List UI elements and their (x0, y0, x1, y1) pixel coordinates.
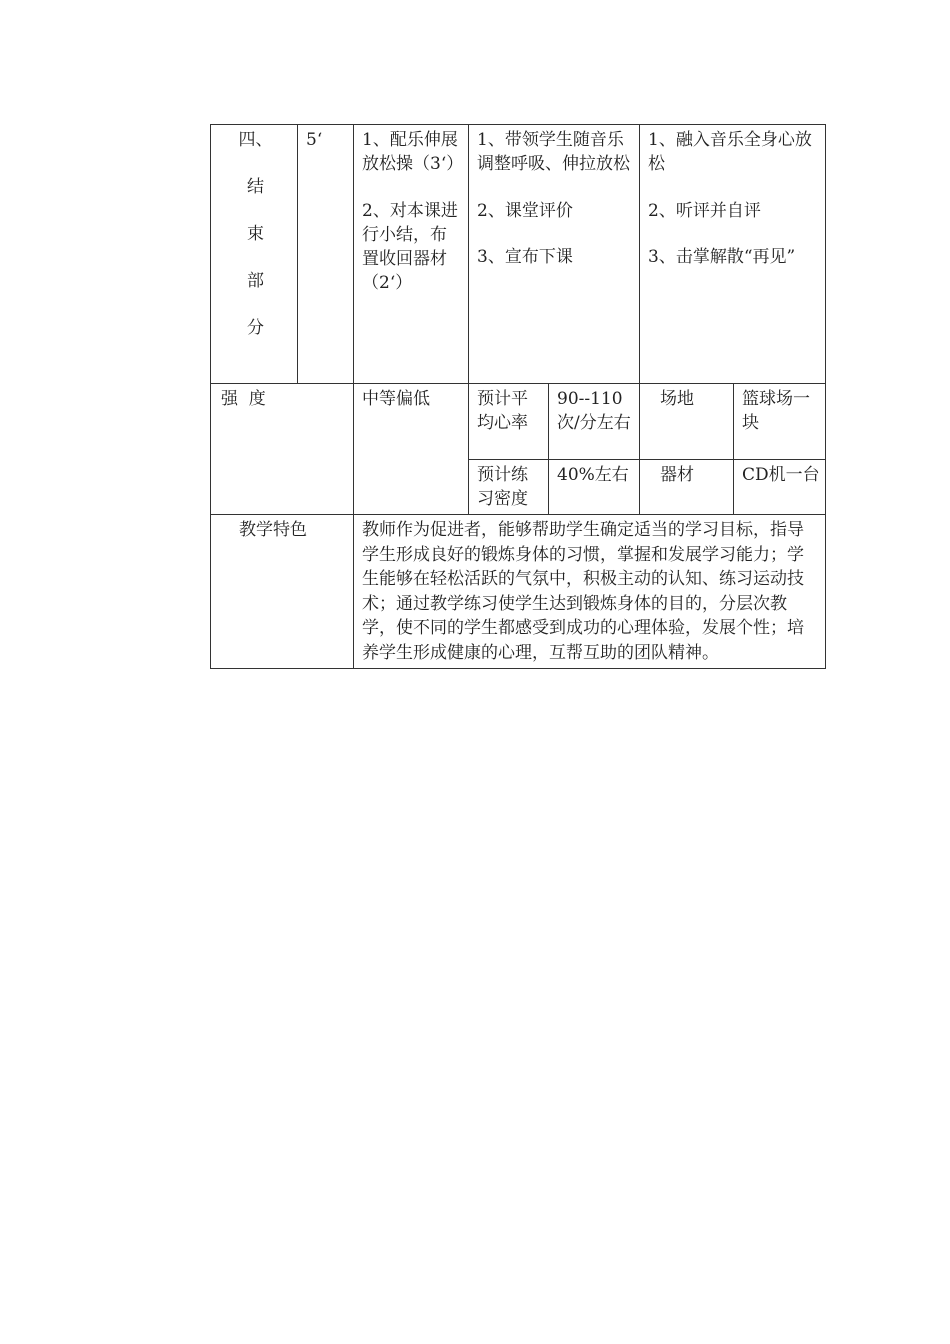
stage-time-cell (298, 125, 354, 384)
features-label: 教学特色 (239, 520, 307, 540)
ending-section-row (211, 125, 826, 384)
heart-rate-value-cell (549, 384, 640, 460)
stage-char: 四、 (238, 130, 273, 150)
intensity-value: 中等偏低 (362, 389, 430, 409)
features-text-cell (354, 515, 826, 669)
venue-label-cell (640, 384, 734, 460)
content-cell (354, 125, 469, 384)
density-value-cell (549, 460, 640, 515)
stage-char: 束 (247, 224, 264, 244)
equipment-value-cell (734, 460, 826, 515)
equipment-value: CD机一台 (742, 465, 820, 485)
teacher-item: 3、宣布下课 (477, 247, 573, 267)
stage-char: 分 (247, 318, 264, 338)
stage-char: 部 (247, 271, 264, 291)
intensity-row (211, 384, 826, 460)
intensity-value-cell (354, 384, 469, 515)
intensity-label-cell (211, 384, 354, 515)
student-item: 1、融入音乐全身心放松 (648, 130, 812, 174)
teacher-item: 2、课堂评价 (477, 201, 573, 221)
student-item: 2、听评并自评 (648, 201, 761, 221)
lesson-plan-table (210, 124, 826, 669)
stage-time: 5‘ (306, 130, 323, 150)
density-label-cell (469, 460, 549, 515)
content-item: 2、对本课进行小结，布置收回器材 （2‘） (362, 201, 458, 293)
equipment-label: 器材 (660, 465, 695, 485)
student-item: 3、击掌解散“再见” (648, 247, 796, 267)
density-label: 预计练习密度 (477, 465, 528, 509)
features-text: 教师作为促进者，能够帮助学生确定适当的学习目标，指导学生形成良好的锻炼身体的习惯，掌握和发展学习能力；学生能够在轻松活跃的气氛中，积极主动的认知、练习运动技术；通过教学练习使学生达到锻炼身体的目的，分层次教学，使不同的学生都感受到成功的心理体验，发展个性；培养学生形成健康的心理，互帮互助的团队精神。 (362, 520, 804, 663)
venue-value: 篮球场一块 (742, 389, 811, 433)
venue-label: 场地 (660, 389, 695, 409)
heart-rate-label-cell (469, 384, 549, 460)
content-item: 1、配乐伸展放松操（3‘） (362, 130, 464, 174)
stage-name-cell (211, 125, 298, 384)
heart-rate-label: 预计平均心率 (477, 389, 528, 433)
intensity-label: 强 度 (221, 389, 266, 409)
features-label-cell (211, 515, 354, 669)
density-value: 40%左右 (557, 465, 629, 485)
equipment-label-cell (640, 460, 734, 515)
heart-rate-value: 90--110次/分左右 (557, 389, 631, 433)
venue-value-cell (734, 384, 826, 460)
teacher-item: 1、带领学生随音乐调整呼吸、伸拉放松 (477, 130, 630, 174)
features-row (211, 515, 826, 669)
student-activity-cell (640, 125, 826, 384)
stage-char: 结 (247, 177, 264, 197)
teacher-activity-cell (469, 125, 640, 384)
